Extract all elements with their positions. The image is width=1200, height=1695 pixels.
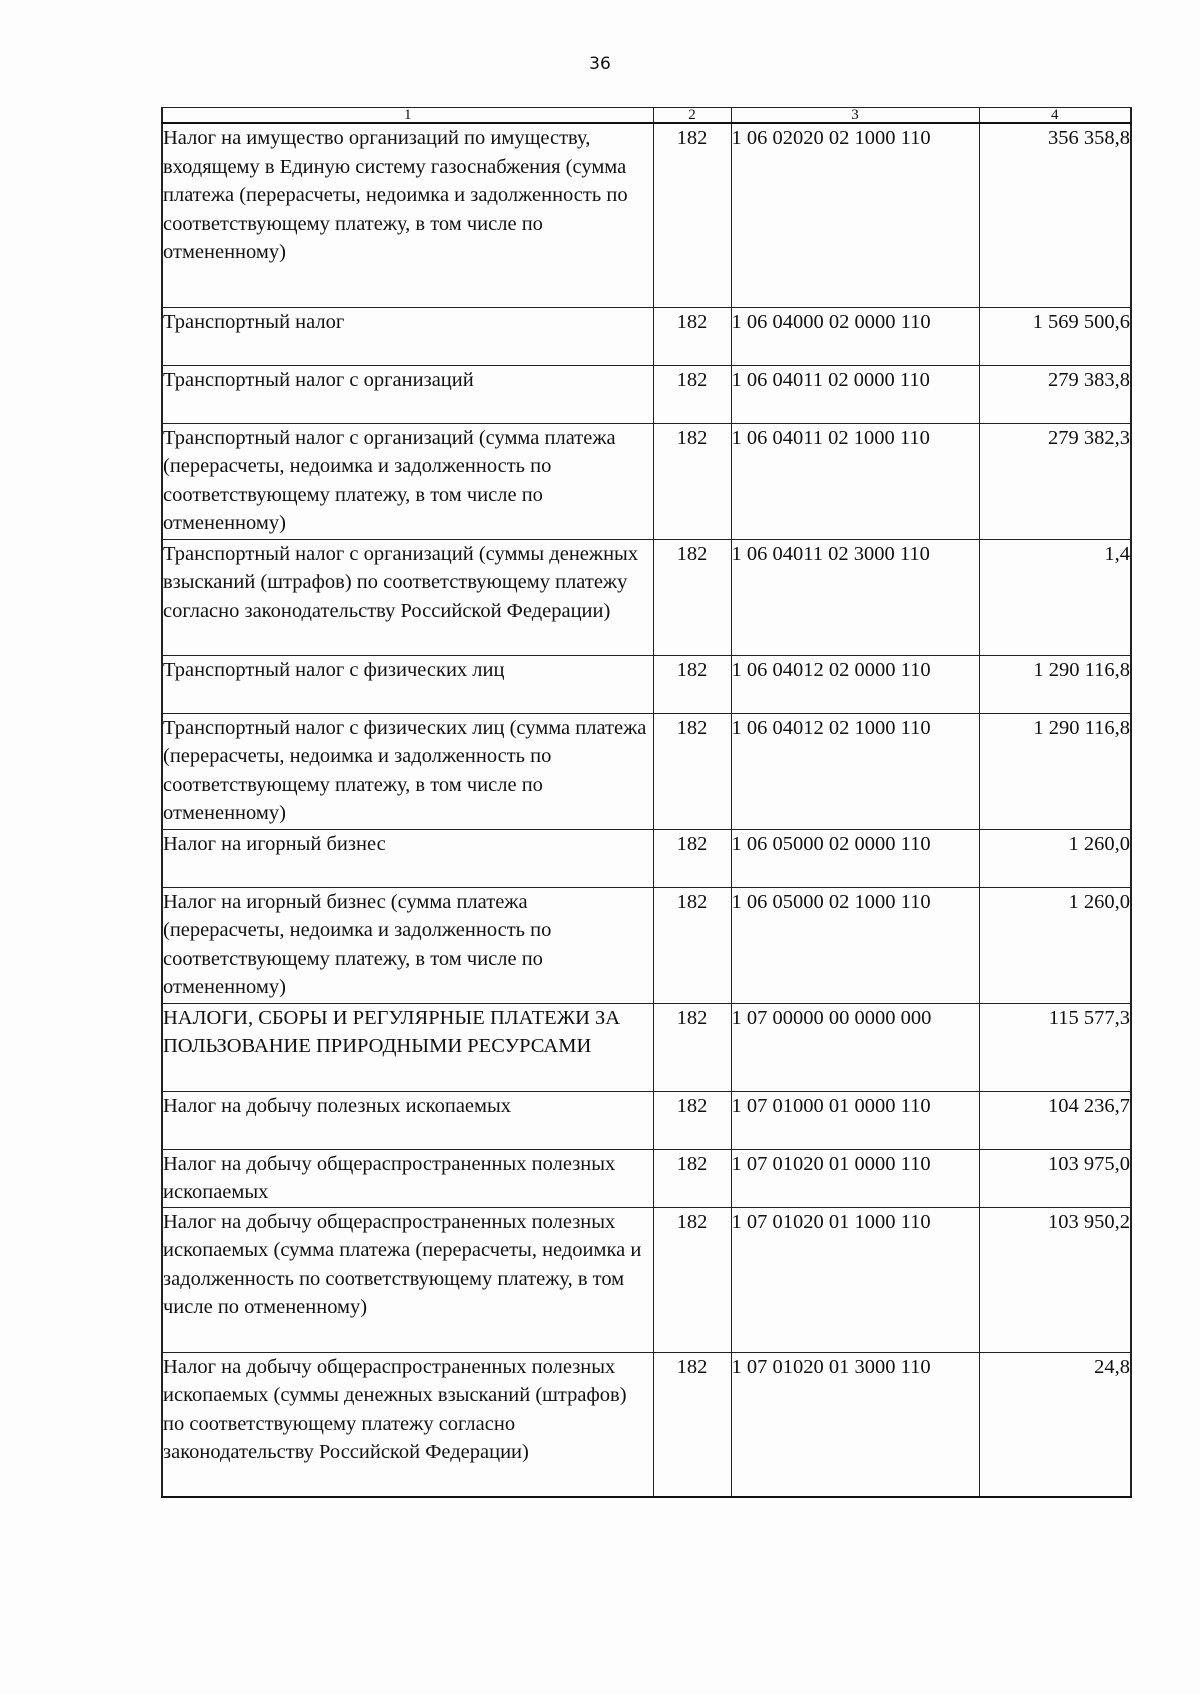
administrator-code-cell: 182 [653, 365, 731, 423]
budget-classification-code-cell: 1 07 01000 01 0000 110 [731, 1091, 979, 1149]
administrator-code-cell: 182 [653, 539, 731, 655]
income-name-cell: Транспортный налог с организаций [162, 365, 653, 423]
table-row [162, 655, 1131, 713]
administrator-code-cell: 182 [653, 887, 731, 1003]
income-name-cell: Налог на игорный бизнес [162, 829, 653, 887]
administrator-code-cell: 182 [653, 655, 731, 713]
administrator-code-cell: 182 [653, 1352, 731, 1497]
column-number-row [162, 108, 1131, 124]
table-row [162, 1207, 1131, 1352]
income-name-cell: Транспортный налог с организаций (суммы денежных взысканий (штрафов) по соответствующему платежу согласно законодательству Российской Федерации) [162, 539, 653, 655]
income-name-cell: Транспортный налог с физических лиц (сумма платежа (перерасчеты, недоимка и задолженность по соответствующему платежу, в том числе по отмененному) [162, 713, 653, 829]
administrator-code-cell: 182 [653, 307, 731, 365]
budget-classification-code-cell: 1 06 04011 02 3000 110 [731, 539, 979, 655]
page-number: 36 [589, 54, 611, 74]
administrator-code-cell: 182 [653, 1003, 731, 1091]
table-row [162, 713, 1131, 829]
administrator-code-cell: 182 [653, 423, 731, 539]
table-row [162, 887, 1131, 1003]
income-name-cell: Налог на игорный бизнес (сумма платежа (перерасчеты, недоимка и задолженность по соответствующему платежу, в том числе по отмененному) [162, 887, 653, 1003]
table-row [162, 1149, 1131, 1207]
amount-cell: 1 260,0 [979, 829, 1131, 887]
budget-classification-code-cell: 1 07 01020 01 3000 110 [731, 1352, 979, 1497]
amount-cell: 1 569 500,6 [979, 307, 1131, 365]
budget-classification-code-cell: 1 06 04011 02 1000 110 [731, 423, 979, 539]
budget-classification-code-cell: 1 07 00000 00 0000 000 [731, 1003, 979, 1091]
amount-cell: 24,8 [979, 1352, 1131, 1497]
table-row [162, 539, 1131, 655]
amount-cell: 1 290 116,8 [979, 713, 1131, 829]
table-row [162, 307, 1131, 365]
budget-classification-code-cell: 1 06 04011 02 0000 110 [731, 365, 979, 423]
income-name-cell: Налог на добычу общераспространенных полезных ископаемых [162, 1149, 653, 1207]
table-row [162, 1003, 1131, 1091]
amount-cell: 279 383,8 [979, 365, 1131, 423]
table-row [162, 1352, 1131, 1497]
column-number-header: 1 [162, 108, 653, 124]
income-name-cell: Налог на имущество организаций по имуществу, входящему в Единую систему газоснабжения (сумма платежа (перерасчеты, недоимка и задолженность по соответствующему платежу, в том числе по отмененному) [162, 123, 653, 307]
amount-cell: 1 260,0 [979, 887, 1131, 1003]
table-row [162, 1091, 1131, 1149]
administrator-code-cell: 182 [653, 1091, 731, 1149]
amount-cell: 1 290 116,8 [979, 655, 1131, 713]
amount-cell: 1,4 [979, 539, 1131, 655]
table-row [162, 123, 1131, 307]
column-number-header: 3 [731, 108, 979, 124]
budget-classification-code-cell: 1 06 02020 02 1000 110 [731, 123, 979, 307]
amount-cell: 115 577,3 [979, 1003, 1131, 1091]
budget-revenue-table [161, 107, 1132, 1498]
column-number-header: 4 [979, 108, 1131, 124]
table-row [162, 423, 1131, 539]
income-name-cell: Транспортный налог [162, 307, 653, 365]
budget-classification-code-cell: 1 06 04012 02 1000 110 [731, 713, 979, 829]
administrator-code-cell: 182 [653, 123, 731, 307]
income-name-cell: НАЛОГИ, СБОРЫ И РЕГУЛЯРНЫЕ ПЛАТЕЖИ ЗА ПОЛЬЗОВАНИЕ ПРИРОДНЫМИ РЕСУРСАМИ [162, 1003, 653, 1091]
amount-cell: 103 975,0 [979, 1149, 1131, 1207]
income-name-cell: Транспортный налог с организаций (сумма платежа (перерасчеты, недоимка и задолженность по соответствующему платежу, в том числе по отмененному) [162, 423, 653, 539]
column-number-header: 2 [653, 108, 731, 124]
administrator-code-cell: 182 [653, 829, 731, 887]
amount-cell: 103 950,2 [979, 1207, 1131, 1352]
amount-cell: 356 358,8 [979, 123, 1131, 307]
income-name-cell: Транспортный налог с физических лиц [162, 655, 653, 713]
income-name-cell: Налог на добычу общераспространенных полезных ископаемых (сумма платежа (перерасчеты, недоимка и задолженность по соответствующему платежу, в том числе по отмененному) [162, 1207, 653, 1352]
budget-classification-code-cell: 1 07 01020 01 1000 110 [731, 1207, 979, 1352]
income-name-cell: Налог на добычу полезных ископаемых [162, 1091, 653, 1149]
budget-classification-code-cell: 1 06 05000 02 0000 110 [731, 829, 979, 887]
administrator-code-cell: 182 [653, 1207, 731, 1352]
budget-classification-code-cell: 1 06 04000 02 0000 110 [731, 307, 979, 365]
amount-cell: 104 236,7 [979, 1091, 1131, 1149]
budget-classification-code-cell: 1 06 05000 02 1000 110 [731, 887, 979, 1003]
table-row [162, 365, 1131, 423]
administrator-code-cell: 182 [653, 713, 731, 829]
table-row [162, 829, 1131, 887]
amount-cell: 279 382,3 [979, 423, 1131, 539]
administrator-code-cell: 182 [653, 1149, 731, 1207]
budget-classification-code-cell: 1 07 01020 01 0000 110 [731, 1149, 979, 1207]
income-name-cell: Налог на добычу общераспространенных полезных ископаемых (суммы денежных взысканий (штрафов) по соответствующему платежу согласно законодательству Российской Федерации) [162, 1352, 653, 1497]
budget-classification-code-cell: 1 06 04012 02 0000 110 [731, 655, 979, 713]
